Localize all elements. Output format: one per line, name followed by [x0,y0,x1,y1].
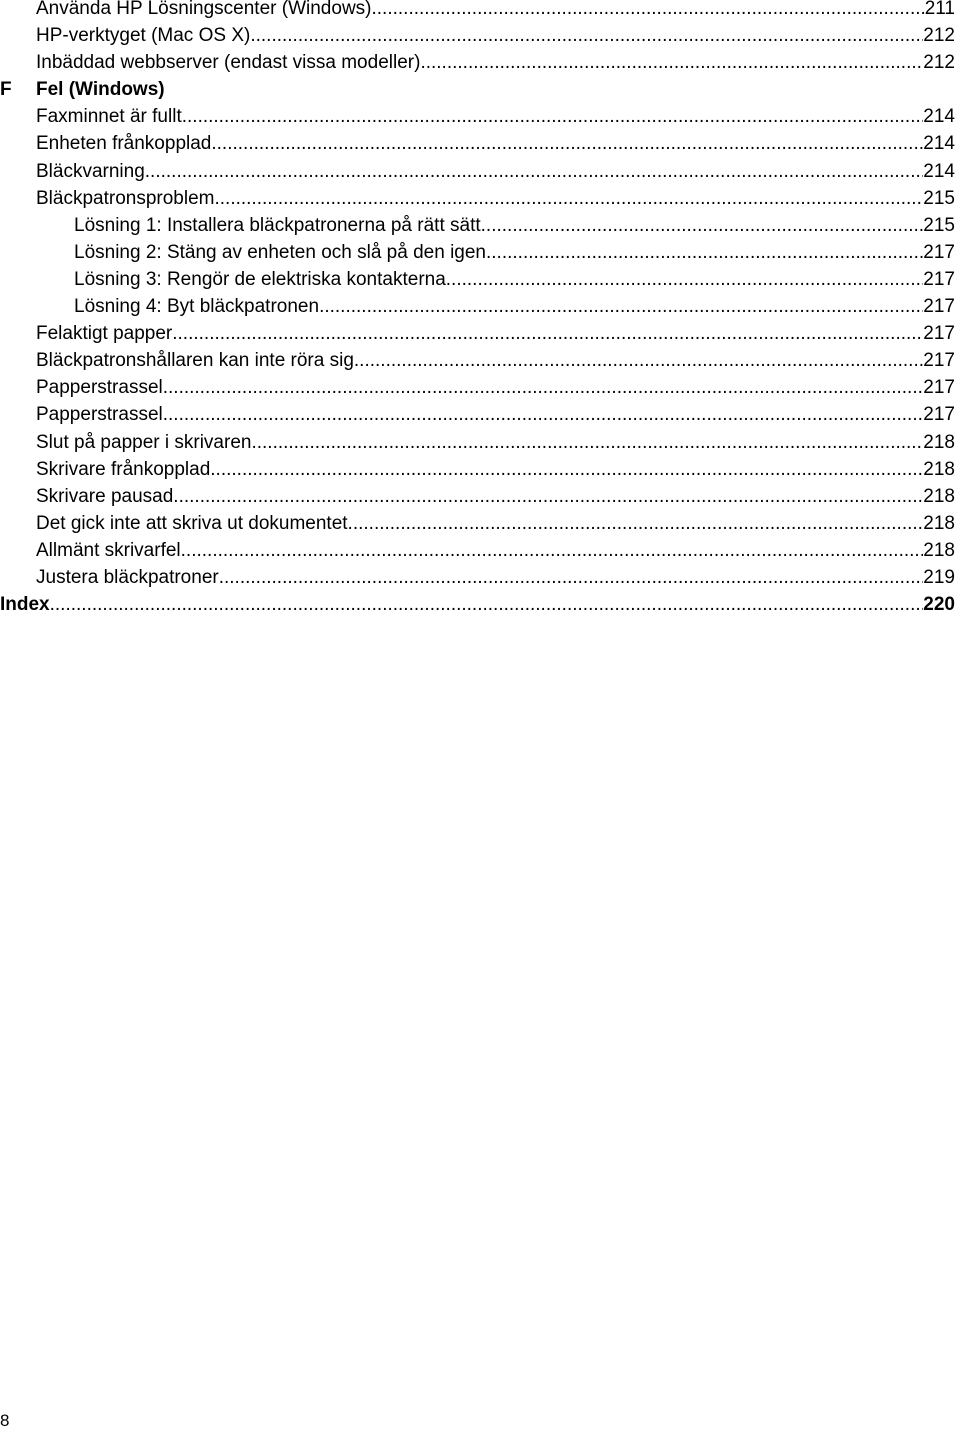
toc-leader-dots [181,537,924,564]
toc-entry-title: HP-verktyget (Mac OS X) [36,25,251,47]
toc-entry-page: 217 [923,350,955,372]
toc-entry-title: Papperstrassel [36,377,163,399]
toc-entry-page: 217 [923,241,955,263]
toc-entry-title: Skrivare frånkopplad [36,458,211,480]
toc-entry-page: 215 [923,214,955,236]
toc-entry[interactable] [0,483,960,510]
toc-entry-page: 217 [923,404,955,426]
toc-leader-dots [486,239,923,266]
toc-entry-title: Felaktigt papper [36,323,173,345]
toc-entry-page: 218 [923,539,955,561]
toc-leader-dots [145,158,924,185]
toc-entry[interactable] [0,130,960,157]
toc-leader-dots [251,429,923,456]
toc-entry-title: Bläckpatronsproblem [36,187,215,209]
toc-entry-title: Enheten frånkopplad [36,133,212,155]
toc-entry[interactable] [0,537,960,564]
toc-index-entry[interactable] [0,591,960,618]
page-number: 8 [0,1411,10,1430]
toc-leader-dots [481,212,924,239]
toc-leader-dots [210,456,923,483]
toc-entry[interactable] [0,347,960,374]
toc-chapter-title: Fel (Windows) [36,79,165,101]
toc-entry-title: Justera bläckpatroner [36,566,219,588]
toc-leader-dots [163,401,924,428]
toc-entry-title: Använda HP Lösningscenter (Windows) [36,0,372,19]
toc-leader-dots [182,103,924,130]
toc-entry-title: Lösning 3: Rengör de elektriska kontakterna [74,268,446,290]
toc-entry[interactable] [0,0,960,22]
toc-entry-title: Allmänt skrivarfel [36,539,181,561]
toc-entry-title: Bläckpatronshållaren kan inte röra sig [36,350,354,372]
toc-entry-page: 218 [923,512,955,534]
toc-leader-dots [372,0,925,22]
toc-subentry[interactable] [0,293,960,320]
toc-entry-title: Slut på papper i skrivaren [36,431,252,453]
toc-entry-page: 212 [923,25,955,47]
toc-entry[interactable] [0,320,960,347]
toc-entry[interactable] [0,158,960,185]
toc-subentry[interactable] [0,212,960,239]
toc-leader-dots [173,483,923,510]
toc-entry-page: 214 [923,160,955,182]
toc-leader-dots [219,564,924,591]
toc-entry-page: 218 [923,431,955,453]
toc-chapter-heading[interactable] [0,76,960,103]
toc-entry[interactable] [0,49,960,76]
toc-leader-dots [446,266,924,293]
toc-entry-title: Bläckvarning [36,160,145,182]
toc-entry-title: Index [0,594,50,616]
toc-entry[interactable] [0,510,960,537]
toc-entry-page: 218 [923,485,955,507]
toc-leader-dots [211,130,923,157]
toc-entry-title: Skrivare pausad [36,485,174,507]
toc-entry-page: 220 [923,594,955,616]
toc-chapter-letter: F [0,79,12,101]
table-of-contents [0,0,960,618]
toc-entry-page: 214 [923,106,955,128]
toc-entry[interactable] [0,103,960,130]
toc-entry-title: Faxminnet är fullt [36,106,182,128]
toc-leader-dots [172,320,923,347]
toc-entry-title: Lösning 2: Stäng av enheten och slå på den igen [74,241,486,263]
toc-leader-dots [163,374,924,401]
toc-entry-page: 217 [923,268,955,290]
toc-leader-dots [354,347,923,374]
toc-entry[interactable] [0,429,960,456]
toc-entry-title: Lösning 4: Byt bläckpatronen [74,296,320,318]
toc-entry-page: 217 [923,323,955,345]
toc-entry[interactable] [0,564,960,591]
toc-leader-dots [420,49,923,76]
toc-entry-title: Papperstrassel [36,404,163,426]
toc-leader-dots [348,510,924,537]
toc-entry-page: 211 [924,0,955,19]
toc-entry-page: 219 [923,566,955,588]
toc-subentry[interactable] [0,266,960,293]
toc-leader-dots [319,293,923,320]
toc-entry-title: Lösning 1: Installera bläckpatronerna på rätt sätt [74,214,481,236]
toc-entry-page: 215 [923,187,955,209]
toc-entry[interactable] [0,185,960,212]
toc-leader-dots [214,185,923,212]
toc-entry-page: 214 [923,133,955,155]
toc-entry[interactable] [0,22,960,49]
toc-entry-title: Inbäddad webbserver (endast vissa modeller) [36,52,421,74]
toc-entry-page: 217 [923,377,955,399]
toc-leader-dots [250,22,923,49]
toc-entry[interactable] [0,456,960,483]
toc-entry[interactable] [0,374,960,401]
toc-entry-title: Det gick inte att skriva ut dokumentet [36,512,348,534]
toc-entry-page: 217 [923,296,955,318]
toc-entry-page: 218 [923,458,955,480]
toc-subentry[interactable] [0,239,960,266]
toc-entry-page: 212 [923,52,955,74]
toc-leader-dots [50,591,924,618]
toc-entry[interactable] [0,401,960,428]
